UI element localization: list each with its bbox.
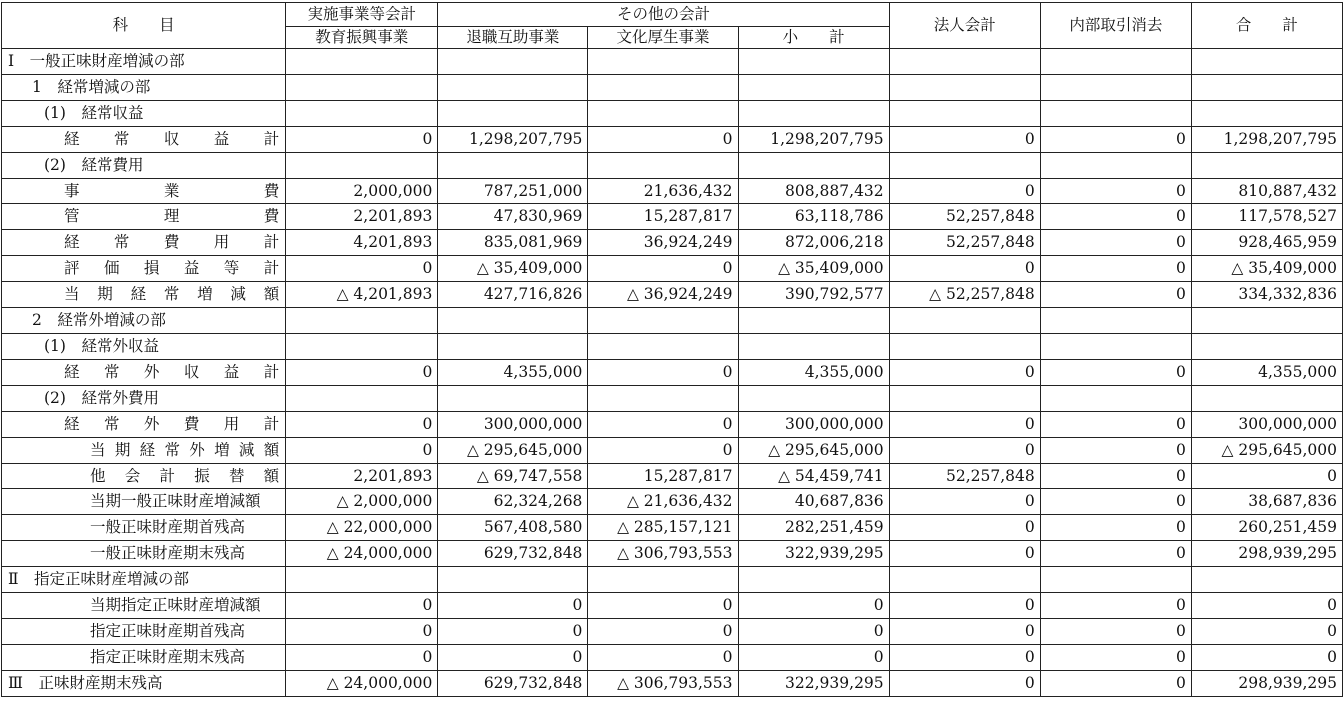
culture-value: 0 bbox=[588, 593, 738, 619]
subtotal-value: 63,118,786 bbox=[738, 204, 889, 230]
corporate-value: 0 bbox=[889, 126, 1040, 152]
education-value bbox=[286, 567, 438, 593]
other-accounts-group-header: その他の会計 bbox=[438, 3, 889, 27]
education-value: △ 22,000,000 bbox=[286, 515, 438, 541]
subtotal-value: 0 bbox=[738, 593, 889, 619]
row-label-text: 事 業 費 bbox=[64, 181, 280, 200]
retirement-value: △ 295,645,000 bbox=[438, 437, 588, 463]
corporate-value bbox=[889, 385, 1040, 411]
table-row bbox=[2, 178, 1343, 204]
total-value: 0 bbox=[1191, 618, 1342, 644]
subtotal-value bbox=[738, 152, 889, 178]
retirement-value: 4,355,000 bbox=[438, 359, 588, 385]
culture-value: 15,287,817 bbox=[588, 204, 738, 230]
total-header: 合 計 bbox=[1191, 3, 1342, 49]
row-label bbox=[2, 437, 286, 463]
subtotal-value: △ 295,645,000 bbox=[738, 437, 889, 463]
subtotal-value bbox=[738, 49, 889, 75]
total-value: 1,298,207,795 bbox=[1191, 126, 1342, 152]
culture-value: 0 bbox=[588, 411, 738, 437]
table-row bbox=[2, 49, 1343, 75]
culture-value: △ 306,793,553 bbox=[588, 541, 738, 567]
education-value: 0 bbox=[286, 411, 438, 437]
culture-value bbox=[588, 49, 738, 75]
internal-elimination-value: 0 bbox=[1040, 437, 1191, 463]
corporate-value bbox=[889, 333, 1040, 359]
total-value: △ 295,645,000 bbox=[1191, 437, 1342, 463]
retirement-value bbox=[438, 567, 588, 593]
corporate-value: 0 bbox=[889, 593, 1040, 619]
subtotal-value bbox=[738, 567, 889, 593]
corporate-value bbox=[889, 567, 1040, 593]
subtotal-value: 0 bbox=[738, 644, 889, 670]
education-value: 4,201,893 bbox=[286, 230, 438, 256]
culture-value: 36,924,249 bbox=[588, 230, 738, 256]
corporate-value: 52,257,848 bbox=[889, 230, 1040, 256]
table-row bbox=[2, 644, 1343, 670]
row-label: 2 経常外増減の部 bbox=[2, 308, 286, 334]
internal-elimination-value bbox=[1040, 74, 1191, 100]
table-header bbox=[2, 3, 1343, 49]
table-row bbox=[2, 618, 1343, 644]
internal-elimination-value: 0 bbox=[1040, 411, 1191, 437]
total-value: 928,465,959 bbox=[1191, 230, 1342, 256]
internal-elimination-value: 0 bbox=[1040, 618, 1191, 644]
subtotal-value: 300,000,000 bbox=[738, 411, 889, 437]
internal-elimination-value: 0 bbox=[1040, 359, 1191, 385]
culture-value bbox=[588, 385, 738, 411]
statement-table bbox=[1, 2, 1343, 697]
subtotal-value: 390,792,577 bbox=[738, 282, 889, 308]
culture-value bbox=[588, 100, 738, 126]
corporate-value: 0 bbox=[889, 437, 1040, 463]
row-label-text: 評 価 損 益 等 計 bbox=[64, 259, 280, 278]
row-label: Ⅱ 指定正味財産増減の部 bbox=[2, 567, 286, 593]
education-value: △ 24,000,000 bbox=[286, 670, 438, 696]
internal-elimination-value: 0 bbox=[1040, 178, 1191, 204]
subtotal-value bbox=[738, 74, 889, 100]
table-row bbox=[2, 256, 1343, 282]
corporate-value bbox=[889, 152, 1040, 178]
row-label: 指定正味財産期首残高 bbox=[2, 618, 286, 644]
retirement-value: 0 bbox=[438, 618, 588, 644]
culture-value: 0 bbox=[588, 126, 738, 152]
row-label-text: 経 常 外 費 用 計 bbox=[64, 414, 280, 433]
retirement-value: △ 35,409,000 bbox=[438, 256, 588, 282]
row-label: (2) 経常外費用 bbox=[2, 385, 286, 411]
row-label-text: 当 期 経 常 増 減 額 bbox=[64, 285, 280, 304]
corporate-value bbox=[889, 308, 1040, 334]
corporate-value: 0 bbox=[889, 670, 1040, 696]
total-value: 4,355,000 bbox=[1191, 359, 1342, 385]
subtotal-value: 808,887,432 bbox=[738, 178, 889, 204]
culture-value bbox=[588, 74, 738, 100]
row-label-text: 当 期 経 常 外 増 減 額 bbox=[90, 440, 280, 459]
table-row bbox=[2, 126, 1343, 152]
internal-elimination-value: 0 bbox=[1040, 230, 1191, 256]
retirement-value: 787,251,000 bbox=[438, 178, 588, 204]
total-value bbox=[1191, 567, 1342, 593]
retirement-value: 835,081,969 bbox=[438, 230, 588, 256]
table-row bbox=[2, 152, 1343, 178]
culture-value bbox=[588, 308, 738, 334]
corporate-header: 法人会計 bbox=[889, 3, 1040, 49]
retirement-value bbox=[438, 385, 588, 411]
row-label-text: 経 常 外 収 益 計 bbox=[64, 362, 280, 381]
table-row bbox=[2, 100, 1343, 126]
corporate-value bbox=[889, 100, 1040, 126]
total-value: 298,939,295 bbox=[1191, 670, 1342, 696]
row-label: 一般正味財産期首残高 bbox=[2, 515, 286, 541]
retirement-value: 629,732,848 bbox=[438, 541, 588, 567]
row-label: Ⅰ 一般正味財産増減の部 bbox=[2, 49, 286, 75]
table-row bbox=[2, 670, 1343, 696]
culture-value bbox=[588, 152, 738, 178]
corporate-value: 0 bbox=[889, 489, 1040, 515]
total-value bbox=[1191, 49, 1342, 75]
row-label bbox=[2, 204, 286, 230]
table-row bbox=[2, 74, 1343, 100]
table-row bbox=[2, 359, 1343, 385]
subtotal-value bbox=[738, 100, 889, 126]
internal-elimination-value: 0 bbox=[1040, 126, 1191, 152]
corporate-value bbox=[889, 49, 1040, 75]
row-label: 指定正味財産期末残高 bbox=[2, 644, 286, 670]
internal-elimination-header: 内部取引消去 bbox=[1040, 3, 1191, 49]
total-value bbox=[1191, 74, 1342, 100]
education-value: △ 24,000,000 bbox=[286, 541, 438, 567]
education-value: 0 bbox=[286, 126, 438, 152]
row-label bbox=[2, 256, 286, 282]
row-label: Ⅲ 正味財産期末残高 bbox=[2, 670, 286, 696]
internal-elimination-value bbox=[1040, 49, 1191, 75]
corporate-value: 52,257,848 bbox=[889, 463, 1040, 489]
culture-value: △ 36,924,249 bbox=[588, 282, 738, 308]
culture-value: 0 bbox=[588, 359, 738, 385]
education-value: 0 bbox=[286, 256, 438, 282]
corporate-value bbox=[889, 74, 1040, 100]
subtotal-header: 小 計 bbox=[738, 27, 889, 49]
table-row bbox=[2, 230, 1343, 256]
retirement-value bbox=[438, 333, 588, 359]
corporate-value: 0 bbox=[889, 541, 1040, 567]
table-row bbox=[2, 282, 1343, 308]
subtotal-value bbox=[738, 308, 889, 334]
subtotal-value: 322,939,295 bbox=[738, 541, 889, 567]
education-value: 2,201,893 bbox=[286, 463, 438, 489]
total-value bbox=[1191, 100, 1342, 126]
internal-elimination-value: 0 bbox=[1040, 644, 1191, 670]
table-row bbox=[2, 541, 1343, 567]
education-value: 0 bbox=[286, 644, 438, 670]
total-value: 300,000,000 bbox=[1191, 411, 1342, 437]
internal-elimination-value: 0 bbox=[1040, 282, 1191, 308]
total-value: 0 bbox=[1191, 593, 1342, 619]
internal-elimination-value bbox=[1040, 385, 1191, 411]
table-row bbox=[2, 567, 1343, 593]
row-label bbox=[2, 411, 286, 437]
total-value bbox=[1191, 333, 1342, 359]
education-value: 0 bbox=[286, 359, 438, 385]
row-label bbox=[2, 463, 286, 489]
total-value bbox=[1191, 385, 1342, 411]
row-label: (2) 経常費用 bbox=[2, 152, 286, 178]
table-row bbox=[2, 308, 1343, 334]
retirement-value bbox=[438, 74, 588, 100]
retirement-value: 300,000,000 bbox=[438, 411, 588, 437]
row-label: 1 経常増減の部 bbox=[2, 74, 286, 100]
culture-header: 文化厚生事業 bbox=[588, 27, 738, 49]
total-value: 117,578,527 bbox=[1191, 204, 1342, 230]
subtotal-value: 4,355,000 bbox=[738, 359, 889, 385]
table-row bbox=[2, 515, 1343, 541]
internal-elimination-value: 0 bbox=[1040, 670, 1191, 696]
retirement-value: 1,298,207,795 bbox=[438, 126, 588, 152]
internal-elimination-value bbox=[1040, 333, 1191, 359]
retirement-value bbox=[438, 100, 588, 126]
culture-value: 0 bbox=[588, 256, 738, 282]
retirement-value: 47,830,969 bbox=[438, 204, 588, 230]
row-label-text: 他 会 計 振 替 額 bbox=[90, 466, 280, 485]
table-row bbox=[2, 204, 1343, 230]
row-label bbox=[2, 359, 286, 385]
total-value: 260,251,459 bbox=[1191, 515, 1342, 541]
retirement-header: 退職互助事業 bbox=[438, 27, 588, 49]
implementation-group-header: 実施事業等会計 bbox=[286, 3, 438, 27]
total-value: 0 bbox=[1191, 644, 1342, 670]
subtotal-value bbox=[738, 385, 889, 411]
table-body bbox=[2, 49, 1343, 697]
table-row bbox=[2, 463, 1343, 489]
row-label-text: 管 理 費 bbox=[64, 207, 280, 226]
education-value bbox=[286, 385, 438, 411]
culture-value: 0 bbox=[588, 618, 738, 644]
education-value bbox=[286, 49, 438, 75]
subtotal-value: △ 54,459,741 bbox=[738, 463, 889, 489]
subtotal-value: 322,939,295 bbox=[738, 670, 889, 696]
corporate-value: 0 bbox=[889, 256, 1040, 282]
retirement-value: △ 69,747,558 bbox=[438, 463, 588, 489]
row-label-text: 経 常 費 用 計 bbox=[64, 233, 280, 252]
education-value: 2,000,000 bbox=[286, 178, 438, 204]
retirement-value bbox=[438, 308, 588, 334]
education-value: △ 4,201,893 bbox=[286, 282, 438, 308]
table-row bbox=[2, 411, 1343, 437]
subject-header: 科 目 bbox=[2, 3, 286, 49]
row-label bbox=[2, 230, 286, 256]
culture-value: △ 21,636,432 bbox=[588, 489, 738, 515]
culture-value: 0 bbox=[588, 437, 738, 463]
total-value: 298,939,295 bbox=[1191, 541, 1342, 567]
retirement-value bbox=[438, 49, 588, 75]
education-value: 0 bbox=[286, 593, 438, 619]
internal-elimination-value bbox=[1040, 567, 1191, 593]
education-value: 0 bbox=[286, 437, 438, 463]
row-label: 一般正味財産期末残高 bbox=[2, 541, 286, 567]
education-value bbox=[286, 74, 438, 100]
education-value: 2,201,893 bbox=[286, 204, 438, 230]
total-value bbox=[1191, 152, 1342, 178]
education-value: 0 bbox=[286, 618, 438, 644]
subtotal-value bbox=[738, 333, 889, 359]
internal-elimination-value: 0 bbox=[1040, 256, 1191, 282]
row-label: (1) 経常収益 bbox=[2, 100, 286, 126]
corporate-value: △ 52,257,848 bbox=[889, 282, 1040, 308]
subtotal-value: 40,687,836 bbox=[738, 489, 889, 515]
total-value: 810,887,432 bbox=[1191, 178, 1342, 204]
internal-elimination-value: 0 bbox=[1040, 515, 1191, 541]
row-label bbox=[2, 282, 286, 308]
total-value: 334,332,836 bbox=[1191, 282, 1342, 308]
row-label: 当期一般正味財産増減額 bbox=[2, 489, 286, 515]
corporate-value: 0 bbox=[889, 618, 1040, 644]
education-value bbox=[286, 333, 438, 359]
retirement-value bbox=[438, 152, 588, 178]
table-row bbox=[2, 437, 1343, 463]
retirement-value: 0 bbox=[438, 593, 588, 619]
subtotal-value: 0 bbox=[738, 618, 889, 644]
education-value bbox=[286, 308, 438, 334]
retirement-value: 567,408,580 bbox=[438, 515, 588, 541]
total-value: △ 35,409,000 bbox=[1191, 256, 1342, 282]
row-label: 当期指定正味財産増減額 bbox=[2, 593, 286, 619]
culture-value: 0 bbox=[588, 644, 738, 670]
row-label bbox=[2, 178, 286, 204]
corporate-value: 52,257,848 bbox=[889, 204, 1040, 230]
culture-value bbox=[588, 567, 738, 593]
culture-value bbox=[588, 333, 738, 359]
corporate-value: 0 bbox=[889, 644, 1040, 670]
education-header: 教育振興事業 bbox=[286, 27, 438, 49]
row-label-text: 経 常 収 益 計 bbox=[64, 129, 280, 148]
total-value: 38,687,836 bbox=[1191, 489, 1342, 515]
subtotal-value: 872,006,218 bbox=[738, 230, 889, 256]
retirement-value: 427,716,826 bbox=[438, 282, 588, 308]
internal-elimination-value bbox=[1040, 100, 1191, 126]
education-value bbox=[286, 152, 438, 178]
internal-elimination-value: 0 bbox=[1040, 489, 1191, 515]
internal-elimination-value bbox=[1040, 152, 1191, 178]
corporate-value: 0 bbox=[889, 359, 1040, 385]
culture-value: △ 285,157,121 bbox=[588, 515, 738, 541]
internal-elimination-value: 0 bbox=[1040, 593, 1191, 619]
internal-elimination-value: 0 bbox=[1040, 204, 1191, 230]
culture-value: 15,287,817 bbox=[588, 463, 738, 489]
internal-elimination-value: 0 bbox=[1040, 463, 1191, 489]
culture-value: 21,636,432 bbox=[588, 178, 738, 204]
education-value bbox=[286, 100, 438, 126]
education-value: △ 2,000,000 bbox=[286, 489, 438, 515]
row-label: (1) 経常外収益 bbox=[2, 333, 286, 359]
retirement-value: 0 bbox=[438, 644, 588, 670]
total-value bbox=[1191, 308, 1342, 334]
subtotal-value: 1,298,207,795 bbox=[738, 126, 889, 152]
corporate-value: 0 bbox=[889, 178, 1040, 204]
internal-elimination-value: 0 bbox=[1040, 541, 1191, 567]
corporate-value: 0 bbox=[889, 411, 1040, 437]
table-row bbox=[2, 385, 1343, 411]
subtotal-value: △ 35,409,000 bbox=[738, 256, 889, 282]
total-value: 0 bbox=[1191, 463, 1342, 489]
retirement-value: 629,732,848 bbox=[438, 670, 588, 696]
corporate-value: 0 bbox=[889, 515, 1040, 541]
table-row bbox=[2, 333, 1343, 359]
retirement-value: 62,324,268 bbox=[438, 489, 588, 515]
row-label bbox=[2, 126, 286, 152]
internal-elimination-value bbox=[1040, 308, 1191, 334]
table-row bbox=[2, 593, 1343, 619]
subtotal-value: 282,251,459 bbox=[738, 515, 889, 541]
culture-value: △ 306,793,553 bbox=[588, 670, 738, 696]
table-row bbox=[2, 489, 1343, 515]
